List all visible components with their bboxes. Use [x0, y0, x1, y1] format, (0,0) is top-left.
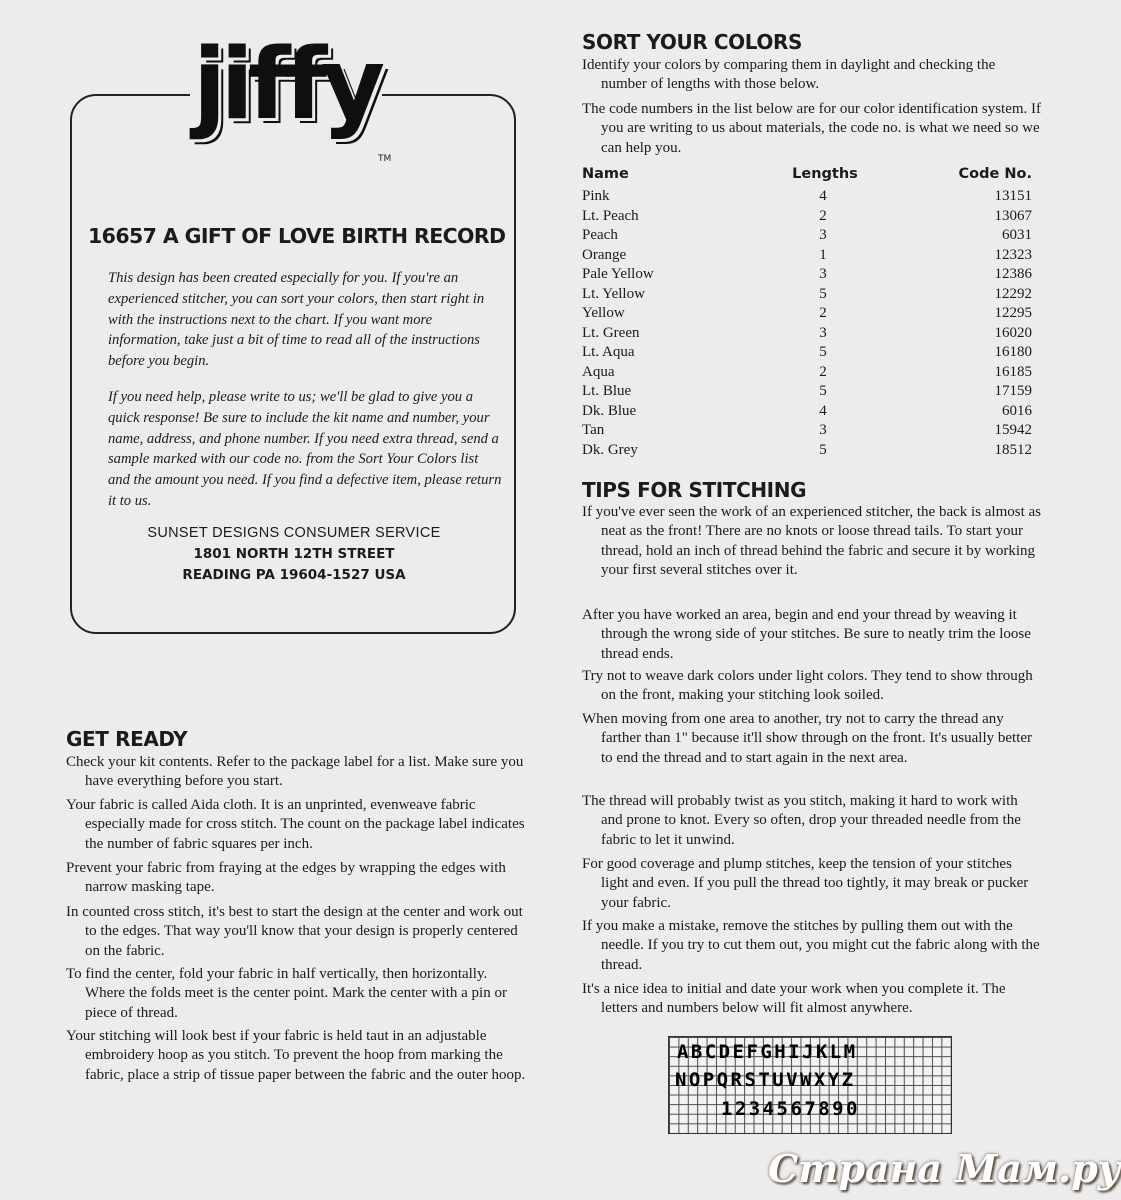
color-name: Lt. Aqua — [582, 344, 635, 360]
get-ready-item: Prevent your fabric from fraying at the edges by wrapping the edges with narrow masking tape. — [66, 860, 506, 896]
sort-colors-paragraph: Identify your colors by comparing them in daylight and checking the number of lengths with those below. — [582, 57, 996, 93]
color-lengths: 2 — [819, 363, 827, 380]
color-name: Lt. Peach — [582, 207, 639, 224]
tip-item: It's a nice idea to initial and date your work when you complete it. The letters and numbers below will fit almost anywhere. — [582, 981, 1006, 1017]
color-lengths: 5 — [819, 383, 827, 399]
tips-heading: TIPS FOR STITCHING — [582, 478, 807, 502]
color-code: 12295 — [994, 305, 1032, 321]
color-name: Orange — [582, 246, 627, 263]
tip-item: If you've ever seen the work of an experienced stitcher, the back is almost as neat as the front! There are no knots or loose thread tails. To start your thread, hold an inch of thread behind the fabric and secure it by working your first several stitches over it. — [582, 504, 1042, 579]
chart-row-numbers: 1234567890 — [721, 1098, 860, 1120]
color-name: Lt. Blue — [582, 383, 632, 399]
get-ready-item: Check your kit contents. Refer to the package label for a list. Make sure you have everything before you start. — [66, 754, 524, 790]
color-lengths: 3 — [819, 266, 827, 282]
color-name: Peach — [582, 227, 618, 243]
tip-item: If you make a mistake, remove the stitches by pulling them out with the needle. If you try to cut them out, you might cut the fabric along with the thread. — [582, 918, 1040, 973]
address-city: READING PA 19604-1527 USA — [182, 567, 406, 583]
column-header-code: Code No. — [958, 166, 1032, 182]
color-name: Pale Yellow — [582, 266, 654, 282]
color-name: Lt. Yellow — [582, 285, 645, 302]
intro-paragraph: This design has been created especially for you. If you're an experienced stitcher, you can sort your colors, then start right in with the instructions next to the chart. If you want more information, take just a bit of time to read all of the instructions before you begin. — [108, 270, 485, 370]
column-header-lengths: Lengths — [792, 166, 858, 182]
address-company: SUNSET DESIGNS CONSUMER SERVICE — [147, 525, 441, 541]
column-header-name: Name — [582, 166, 629, 182]
color-code: 15942 — [994, 422, 1032, 438]
color-lengths: 3 — [819, 227, 827, 243]
color-lengths: 3 — [819, 422, 827, 438]
site-watermark: Страна Мам.ру — [768, 1146, 1121, 1191]
color-name: Tan — [582, 422, 605, 438]
code-numbers-paragraph: The code numbers in the list below are for our color identification system. If you are writing to us about materials, the code no. is what we need so we can help you. — [582, 101, 1042, 156]
color-code: 12386 — [994, 266, 1032, 282]
color-code: 13067 — [994, 207, 1032, 224]
color-name: Aqua — [582, 363, 615, 380]
get-ready-item: In counted cross stitch, it's best to start the design at the center and work out to the edges. That way you'll know that your design is properly centered on the fabric. — [66, 904, 523, 959]
color-code: 18512 — [994, 441, 1032, 458]
color-name: Dk. Blue — [582, 402, 637, 419]
alphabet-chart — [668, 1036, 952, 1134]
color-name: Dk. Grey — [582, 441, 638, 458]
color-name: Lt. Green — [582, 324, 640, 341]
get-ready-heading: GET READY — [66, 727, 188, 751]
jiffy-logo — [190, 28, 382, 186]
color-code: 17159 — [994, 383, 1032, 399]
trademark-mark: TM — [378, 154, 392, 164]
tip-item: For good coverage and plump stitches, keep the tension of your stitches light and even. If you pull the thread too tightly, it may break or pucker your fabric. — [582, 856, 1029, 911]
color-name: Yellow — [582, 305, 625, 321]
get-ready-item: Your fabric is called Aida cloth. It is an unprinted, evenweave fabric especially made for cross stitch. The count on the package label indicates the number of fabric squares per inch. — [66, 797, 525, 852]
address-street: 1801 NORTH 12TH STREET — [193, 546, 395, 562]
chart-row-letters-n-z: NOPQRSTUVWXYZ — [675, 1069, 856, 1091]
sort-colors-heading: SORT YOUR COLORS — [582, 30, 803, 54]
color-code: 6016 — [1002, 402, 1032, 419]
color-code: 6031 — [1002, 227, 1032, 243]
color-lengths: 5 — [819, 441, 827, 458]
color-name: Pink — [582, 188, 610, 204]
tip-item: The thread will probably twist as you stitch, making it hard to work with and prone to knot. Every so often, drop your threaded needle from the fabric to let it unwind. — [582, 793, 1021, 848]
color-code: 16180 — [994, 344, 1032, 360]
tip-item: When moving from one area to another, try not to carry the thread any farther than 1" because it'll show through on the front. It's usually better to end the thread and to start again in the next area. — [582, 711, 1033, 766]
color-code: 16020 — [994, 324, 1032, 341]
color-lengths: 2 — [819, 207, 827, 224]
color-code: 12323 — [994, 246, 1032, 263]
color-lengths: 1 — [819, 246, 827, 263]
tip-item: Try not to weave dark colors under light colors. They tend to show through on the front, making your stitching look soiled. — [582, 668, 1033, 704]
color-code: 12292 — [994, 285, 1032, 302]
color-lengths: 4 — [819, 402, 827, 419]
logo-text: jiffy — [192, 28, 380, 142]
color-lengths: 5 — [819, 285, 827, 302]
color-lengths: 5 — [819, 344, 827, 360]
color-code: 13151 — [994, 188, 1032, 204]
color-lengths: 3 — [819, 324, 827, 341]
chart-row-letters-a-m: ABCDEFGHIJKLM — [677, 1041, 858, 1063]
color-code: 16185 — [994, 363, 1032, 380]
get-ready-item: Your stitching will look best if your fabric is held taut in an adjustable embroidery hoop as you stitch. To prevent the hoop from marking the fabric, place a strip of tissue paper between the fabric and the outer hoop. — [66, 1028, 526, 1083]
color-lengths: 4 — [819, 188, 827, 204]
kit-title: 16657 A GIFT OF LOVE BIRTH RECORD — [88, 224, 506, 248]
get-ready-item: To find the center, fold your fabric in half vertically, then horizontally. Where the folds meet is the center point. Mark the center with a pin or piece of thread. — [66, 966, 507, 1021]
tip-item: After you have worked an area, begin and end your thread by weaving it through the wrong side of your stitches. Be sure to neatly trim the loose thread ends. — [582, 607, 1031, 662]
color-lengths: 2 — [819, 305, 827, 321]
help-paragraph: If you need help, please write to us; we'll be glad to give you a quick response! Be sure to include the kit name and number, your name, address, and phone number. If you need extra thread, send a sample marked with our code no. from the Sort Your Colors list and the amount you need. If you find a defective item, please return it to us. — [108, 389, 502, 509]
